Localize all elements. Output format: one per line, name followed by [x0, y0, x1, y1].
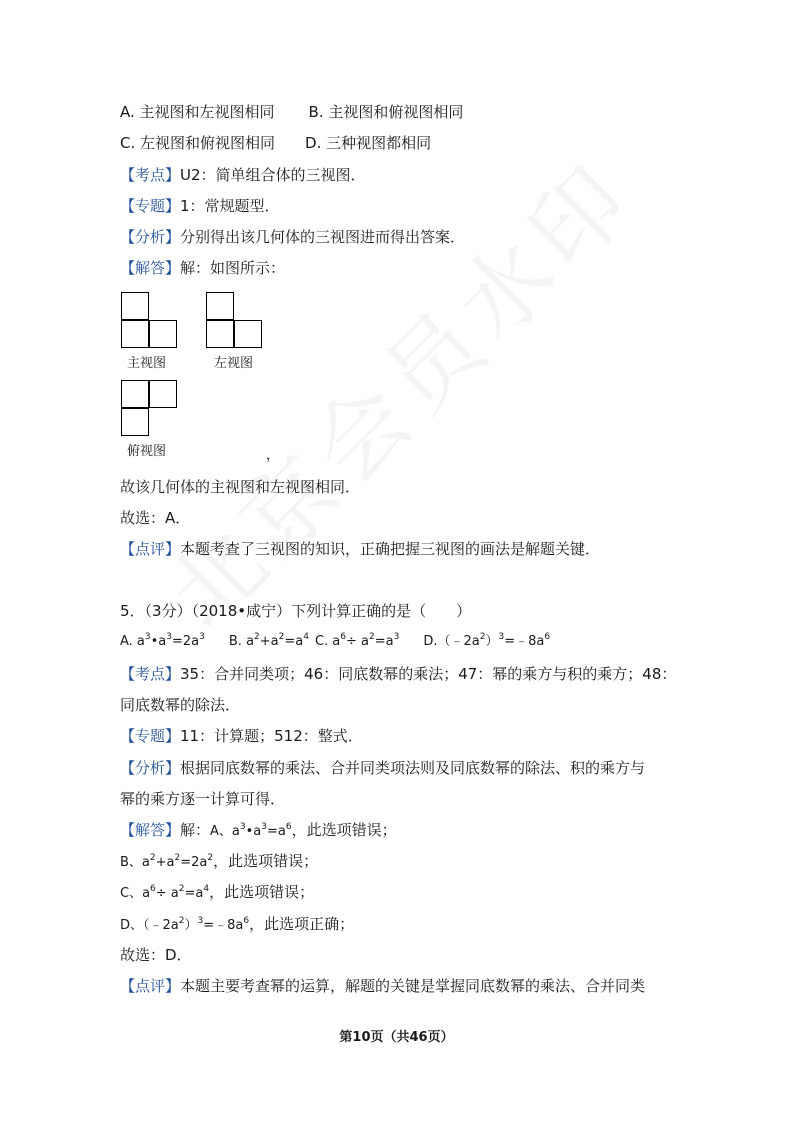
q5-dianping-tag: 【点评】: [120, 977, 181, 995]
dianping-text: 本题考查了三视图的知识，正确把握三视图的画法是解题关键．: [180, 540, 601, 558]
q5-sol-a-expr: A、$a^3•a^3=a^6$: [210, 822, 292, 839]
q5-jieda-tag: 【解答】: [120, 821, 181, 839]
q5-fenxi-tag: 【分析】: [120, 759, 181, 777]
option-d: D. 三种视图都相同: [305, 134, 432, 152]
q5-sol-c-suffix: ，此选项错误；: [209, 883, 315, 901]
option-a: A. 主视图和左视图相同: [120, 103, 275, 121]
option-c: C. 左视图和俯视图相同: [120, 134, 276, 152]
q5-kaodian-tag: 【考点】: [120, 665, 181, 683]
option-b: B. 主视图和俯视图相同: [308, 103, 464, 121]
q5-fenxi-line: [120, 758, 645, 778]
jieda-line: [120, 258, 285, 278]
q5-option-c: C. $a^6\div a^2=a^3$: [314, 632, 400, 649]
fenxi-text: 分别得出该几何体的三视图进而得出答案．: [180, 228, 466, 246]
q5-sol-a-suffix: ，此选项错误；: [291, 821, 397, 839]
q5-kaodian-line2: 同底数幂的除法．: [120, 696, 241, 714]
q5-kaodian-line: [120, 664, 676, 684]
zhuanti-line: [120, 196, 280, 216]
q5-zhuanti-text: 11：计算题；512：整式．: [180, 727, 363, 745]
q5-sol-b-line: [120, 851, 318, 873]
conclusion-line: 故该几何体的主视图和左视图相同．: [120, 478, 361, 496]
q5-sol-c-expr: C、$a^6\div a^2=a^4$: [120, 884, 210, 901]
figure-comma: ，: [266, 448, 280, 463]
left-view-label: 左视图: [214, 356, 254, 371]
q5-jieda-line: [120, 820, 397, 842]
dianping-line: [120, 539, 600, 559]
q5-sol-d-expr: D、$(﹣2a^2)^3=﹣8a^6$: [120, 916, 250, 933]
front-view-label: 主视图: [127, 356, 167, 371]
zhuanti-tag: 【专题】: [120, 197, 181, 215]
q5-option-d: $D.(﹣2a^2)^3=﹣8a^6$: [423, 632, 551, 649]
dianping-tag: 【点评】: [120, 540, 181, 558]
q5-sol-b-expr: B、$a^2+a^2=2a^2$: [120, 853, 214, 870]
q5-zhuanti-line: [120, 726, 363, 746]
q5-sol-d-line: [120, 914, 354, 936]
kaodian-tag: 【考点】: [120, 166, 181, 184]
q5-option-b: B. $a^2+a^2=a^4$: [228, 632, 309, 649]
question-stem: 5．（3分）（2018•咸宁）下列计算正确的是（ ）: [120, 602, 472, 620]
top-view-label: 俯视图: [127, 444, 167, 459]
q5-option-a: A. $a^3•a^3=2a^3$: [120, 632, 205, 649]
q5-dianping-text: 本题主要考查幂的运算，解题的关键是掌握同底数幂的乘法、合并同类: [180, 977, 646, 995]
q5-dianping-line: [120, 976, 645, 996]
jieda-tag: 【解答】: [120, 259, 181, 277]
fenxi-line: [120, 227, 465, 247]
option-row-ab: [120, 102, 463, 122]
q5-jieda-text: 解：: [180, 821, 211, 839]
zhuanti-text: 1：常规题型．: [180, 197, 280, 215]
q5-zhuanti-tag: 【专题】: [120, 727, 181, 745]
kaodian-line: [120, 165, 366, 185]
page-footer: 第10页（共46页）: [339, 1030, 454, 1045]
q5-fenxi-text: 根据同底数幂的乘法、合并同类项法则及同底数幂的除法、积的乘方与: [180, 759, 646, 777]
q5-sol-c-line: [120, 882, 314, 904]
kaodian-text: U2：简单组合体的三视图．: [180, 166, 366, 184]
q5-kaodian-text: 35：合并同类项；46：同底数幂的乘法；47：幂的乘方与积的乘方；48：: [180, 665, 677, 683]
q5-sol-b-suffix: ，此选项错误；: [213, 852, 319, 870]
q5-sol-d-suffix: ，此选项正确；: [249, 915, 355, 933]
q5-fenxi-line2: 幂的乘方逐一计算可得．: [120, 790, 286, 808]
choice-line: 故选：A．: [120, 509, 191, 527]
q5-options: [120, 632, 550, 652]
option-row-cd: [120, 133, 431, 153]
fenxi-tag: 【分析】: [120, 228, 181, 246]
jieda-text: 解：如图所示：: [180, 259, 286, 277]
q5-choice-line: 故选：D．: [120, 946, 192, 964]
